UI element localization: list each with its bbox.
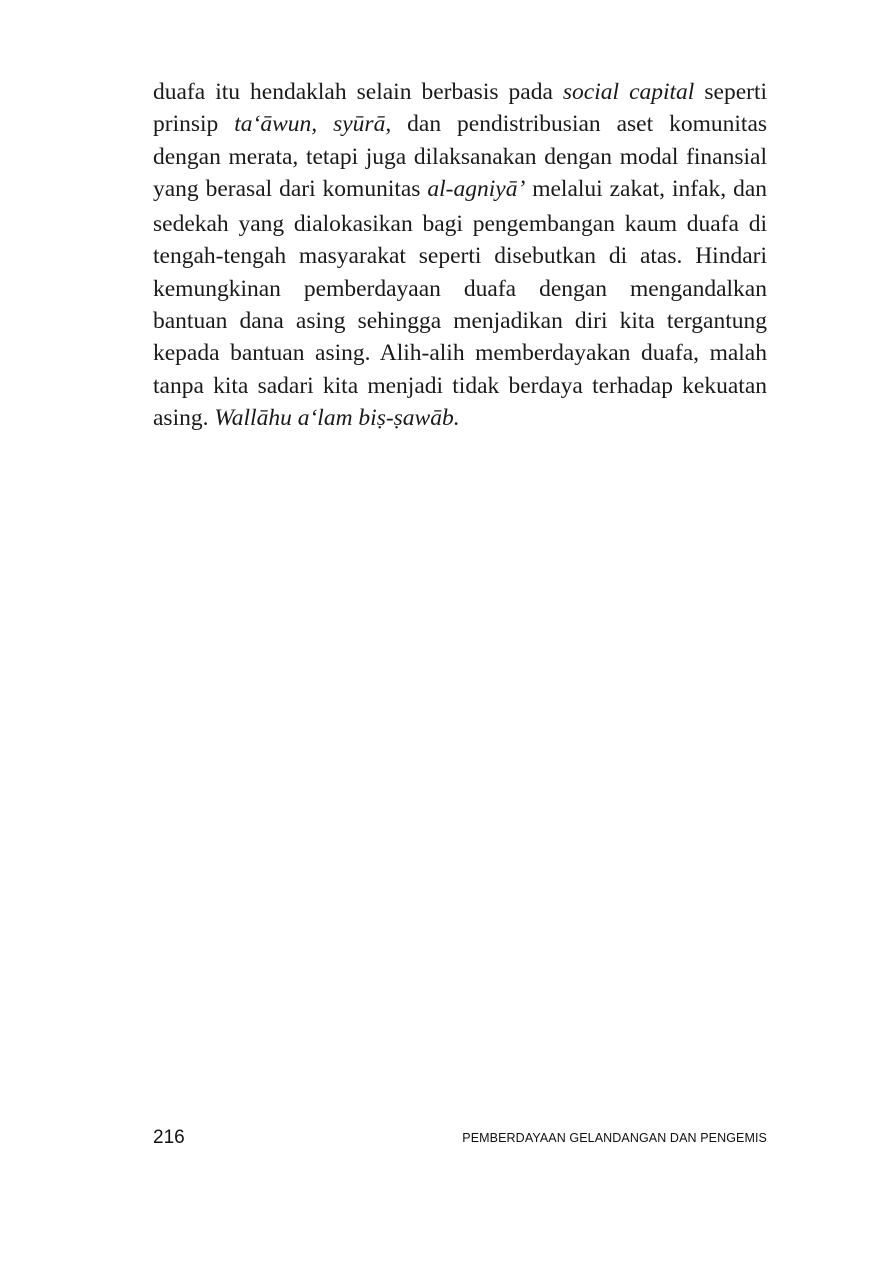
text-line <box>153 108 767 140</box>
text-segment: kemungkinan pemberdayaan duafa dengan mengandalkan <box>153 275 767 302</box>
text-segment: sedekah yang dialokasikan bagi pengembangan kaum duafa di <box>153 211 767 238</box>
italic-term: Wallāhu a‘lam biṣ-ṣawāb. <box>214 404 460 431</box>
text-segment: bantuan dana asing sehingga menjadikan diri kita tergantung <box>153 308 767 335</box>
text-segment: kepada bantuan asing. Alih-alih memberdayakan duafa, malah <box>153 340 767 367</box>
page-number: 216 <box>153 1127 185 1148</box>
text-segment: tanpa kita sadari kita menjadi tidak berdaya terhadap kekuatan <box>153 372 767 399</box>
body-text <box>153 76 767 434</box>
text-segment: asing. <box>153 404 215 431</box>
text-line <box>153 273 767 305</box>
text-segment: tengah-tengah masyarakat seperti disebutkan di atas. Hindari <box>153 243 767 270</box>
text-line <box>153 337 767 369</box>
text-segment: seperti <box>694 79 768 105</box>
italic-term: ta‘āwun, syūrā <box>234 111 386 138</box>
text-segment: dengan merata, tetapi juga dilaksanakan dengan modal finansial <box>153 143 767 170</box>
italic-term: social capital <box>562 79 695 105</box>
text-segment: duafa itu hendaklah selain berbasis pada <box>153 79 563 105</box>
text-line <box>153 76 767 108</box>
text-line <box>153 305 767 337</box>
text-line <box>153 402 767 434</box>
text-line <box>153 208 767 240</box>
text-line <box>153 141 767 173</box>
running-title: PEMBERDAYAAN GELANDANGAN DAN PENGEMIS <box>462 1131 767 1145</box>
page-footer <box>153 1126 767 1150</box>
text-segment: , dan pendistribusian aset komunitas <box>385 111 768 138</box>
italic-term: al-agniyā’ <box>427 175 526 202</box>
text-line <box>153 370 767 402</box>
text-line <box>153 240 767 272</box>
text-line <box>153 173 767 205</box>
text-segment: yang berasal dari komunitas <box>153 175 428 202</box>
text-segment: prinsip <box>153 111 235 138</box>
text-segment: melalui zakat, infak, dan <box>525 175 768 202</box>
